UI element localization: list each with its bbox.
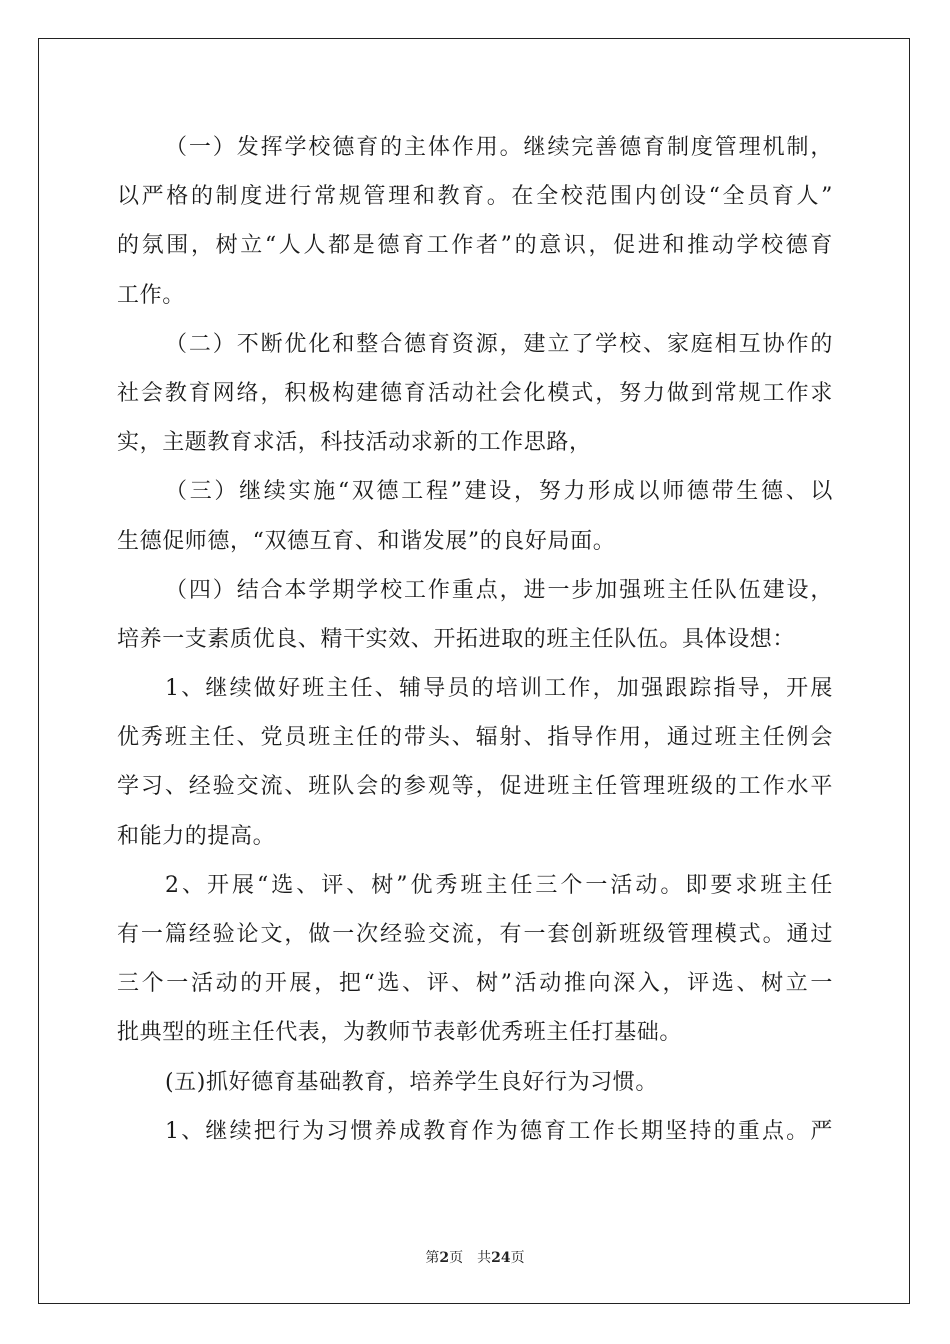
text-line: 1、继续把行为习惯养成教育作为德育工作长期坚持的重点。严 [165,1118,833,1144]
text-line: 实，主题教育求活，科技活动求新的工作思路， [117,430,592,456]
text-line: （一）发挥学校德育的主体作用。继续完善德育制度管理机制， [165,135,833,160]
text-line: 生德促师德，“双德互育、和谐发展”的良好局面。 [117,528,616,554]
text-line: 三个一活动的开展，把“选、评、树”活动推向深入，评选、树立一 [117,971,833,997]
footer-suffix: 页 [510,1250,525,1266]
text-line: 1、继续做好班主任、辅导员的培训工作，加强跟踪指导，开展 [165,676,833,702]
document-body [117,123,833,1156]
text-line: 社会教育网络，积极构建德育活动社会化模式，努力做到常规工作求 [117,380,833,406]
current-page-number: 2 [439,1250,450,1266]
text-line: 培养一支素质优良、精干实效、开拓进取的班主任队伍。具体设想： [117,626,796,652]
text-line: （三）继续实施“双德工程”建设，努力形成以师德带生德、以 [165,479,833,505]
text-line: 批典型的班主任代表，为教师节表彰优秀班主任打基础。 [117,1020,683,1046]
text-line: 学习、经验交流、班队会的参观等，促进班主任管理班级的工作水平 [117,774,833,800]
footer-prefix: 第 [425,1250,440,1266]
text-line: 和能力的提高。 [117,823,276,849]
page-footer [0,1247,950,1267]
text-line: 有一篇经验论文，做一次经验交流，有一套创新班级管理模式。通过 [117,922,833,947]
text-line: 优秀班主任、党员班主任的带头、辐射、指导作用，通过班主任例会 [117,725,833,751]
text-line: （二）不断优化和整合德育资源，建立了学校、家庭相互协作的 [165,331,833,357]
text-line: (五)抓好德育基础教育，培养学生良好行为习惯。 [165,1069,658,1095]
total-pages-number: 24 [491,1250,511,1266]
text-line: 以严格的制度进行常规管理和教育。在全校范围内创设“全员育人” [117,184,833,210]
text-line: 工作。 [117,282,185,308]
text-line: 的氛围，树立“人人都是德育工作者”的意识，促进和推动学校德育 [117,233,833,259]
text-line: 2、开展“选、评、树”优秀班主任三个一活动。即要求班主任 [165,872,833,898]
footer-mid: 页 共 [449,1250,492,1266]
text-line: （四）结合本学期学校工作重点，进一步加强班主任队伍建设， [165,577,833,603]
